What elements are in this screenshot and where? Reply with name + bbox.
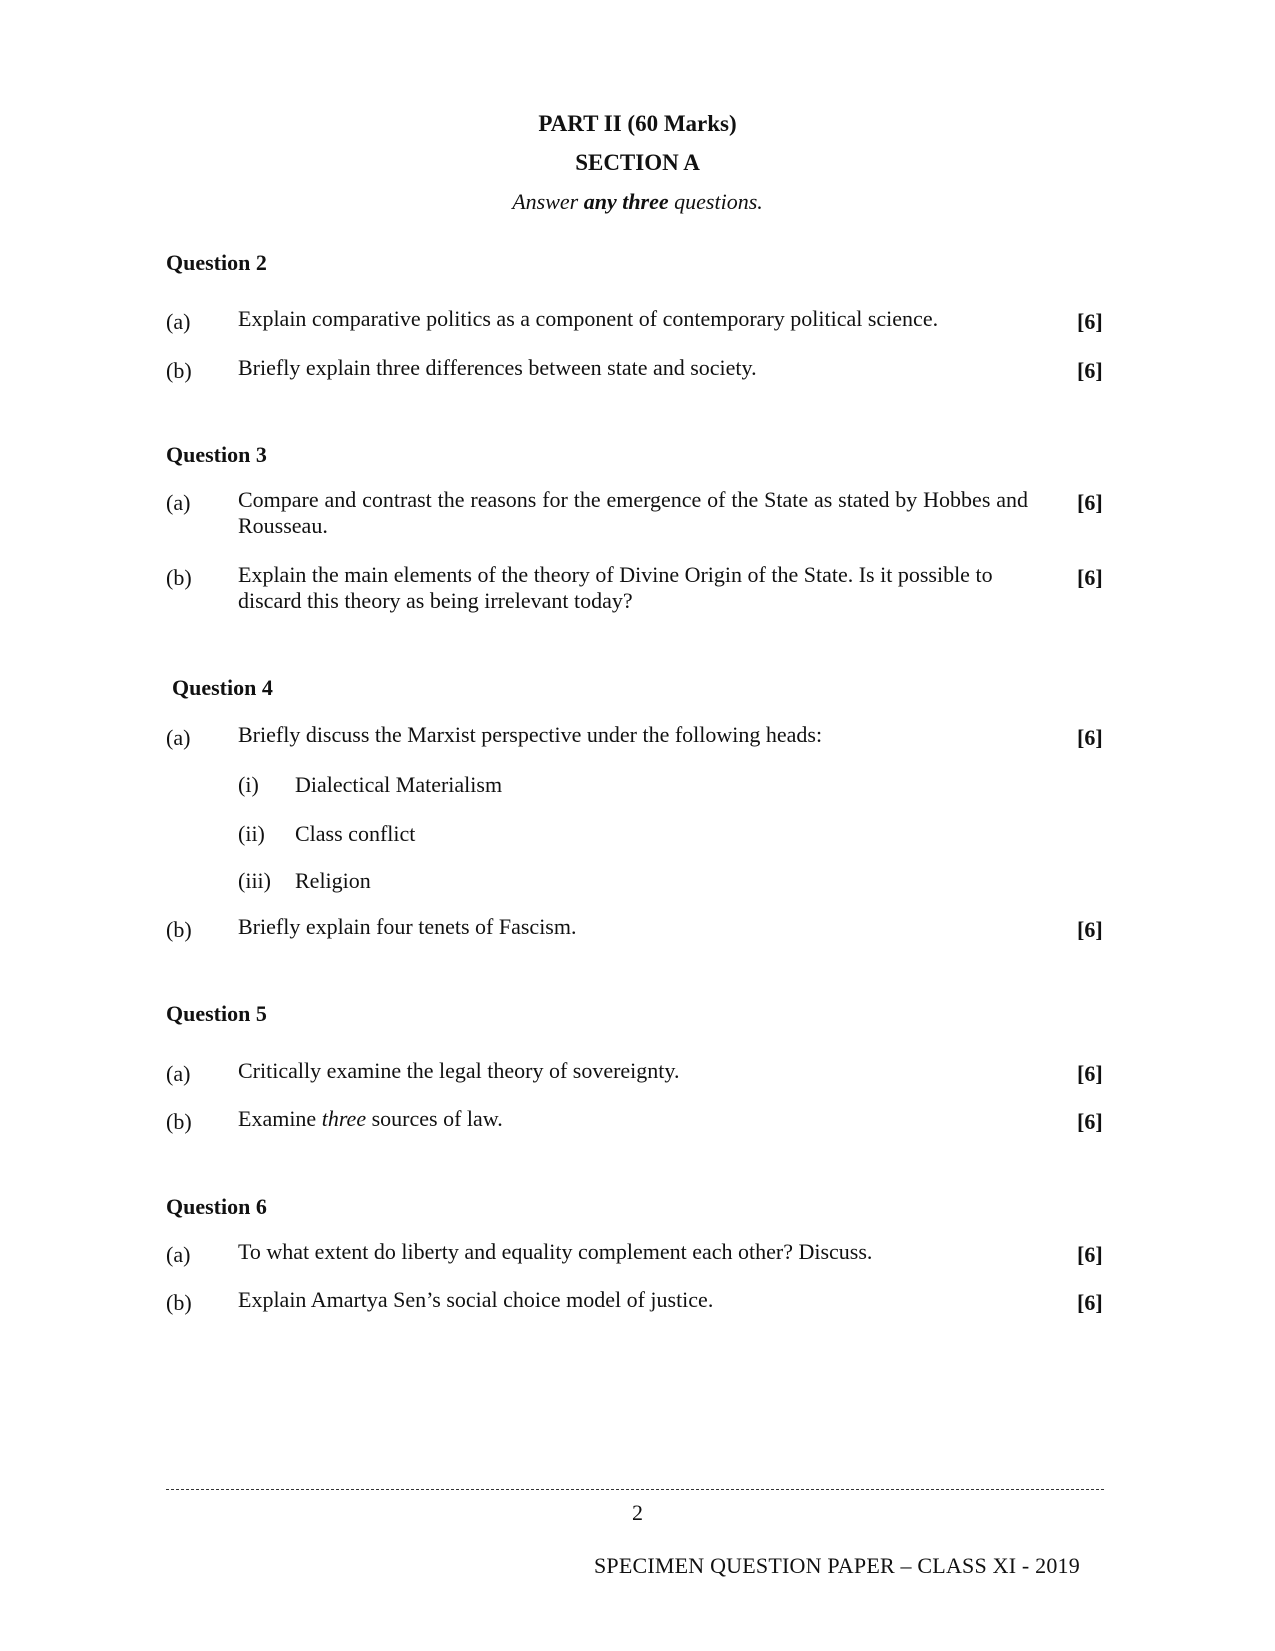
- subpart-iii-label: (iii): [238, 868, 271, 893]
- question-5a-marks: [6]: [1077, 1061, 1103, 1086]
- subpart-ii-text: Class conflict: [295, 821, 416, 846]
- subpart-i-text: Dialectical Materialism: [295, 772, 503, 797]
- question-4a-label: (a): [166, 725, 191, 750]
- instruction-suffix: questions.: [668, 189, 763, 214]
- question-4b-label: (b): [166, 917, 192, 942]
- question-4a-text: Briefly discuss the Marxist perspective under the following heads:: [238, 722, 823, 747]
- question-4a-marks: [6]: [1077, 725, 1103, 750]
- question-2a-text: Explain comparative politics as a component of contemporary political science.: [238, 306, 939, 331]
- question-3a-text: Compare and contrast the reasons for the emergence of the State as stated by Hobbes and Rousseau.: [238, 487, 1028, 538]
- question-6-heading: Question 6: [166, 1194, 267, 1219]
- question-5b-label: (b): [166, 1109, 192, 1134]
- question-3-heading: Question 3: [166, 442, 267, 467]
- instruction-prefix: Answer: [512, 189, 584, 214]
- question-3a-marks: [6]: [1077, 490, 1103, 515]
- question-6a-marks: [6]: [1077, 1242, 1103, 1267]
- question-3a-label: (a): [166, 490, 191, 515]
- question-3b-marks: [6]: [1077, 565, 1103, 590]
- subpart-ii-label: (ii): [238, 821, 265, 846]
- question-3b-label: (b): [166, 565, 192, 590]
- question-2-heading: Question 2: [166, 250, 267, 275]
- instruction-emphasis: any three: [583, 189, 669, 214]
- question-5-heading: Question 5: [166, 1001, 267, 1026]
- instructions: [0, 189, 1275, 215]
- question-5b-text-suffix: sources of law.: [366, 1106, 503, 1131]
- question-2b-text: Briefly explain three differences between state and society.: [238, 355, 757, 380]
- part-title: PART II (60 Marks): [538, 111, 737, 136]
- question-2b-label: (b): [166, 358, 192, 383]
- question-5a-label: (a): [166, 1061, 191, 1086]
- page-number: 2: [632, 1500, 643, 1525]
- question-5b-text-emphasis: three: [321, 1106, 367, 1131]
- question-5b-text: [238, 1106, 503, 1132]
- question-5b-text-prefix: Examine: [238, 1106, 322, 1131]
- question-5b-marks: [6]: [1077, 1109, 1103, 1134]
- question-2a-marks: [6]: [1077, 309, 1103, 334]
- footer-paper-title: SPECIMEN QUESTION PAPER – CLASS XI - 2019: [594, 1553, 1080, 1578]
- question-6b-marks: [6]: [1077, 1290, 1103, 1315]
- question-6b-text: Explain Amartya Sen’s social choice model of justice.: [238, 1287, 714, 1312]
- footer-divider: [166, 1489, 1104, 1490]
- question-4b-marks: [6]: [1077, 917, 1103, 942]
- question-3b-text: Explain the main elements of the theory of Divine Origin of the State. Is it possible to discard this theory as being irrelevant today?: [238, 562, 993, 613]
- question-6a-label: (a): [166, 1242, 191, 1267]
- section-title: SECTION A: [575, 150, 700, 175]
- question-6b-label: (b): [166, 1290, 192, 1315]
- question-2b-marks: [6]: [1077, 358, 1103, 383]
- question-4b-text: Briefly explain four tenets of Fascism.: [238, 914, 577, 939]
- question-6a-text: To what extent do liberty and equality complement each other? Discuss.: [238, 1239, 873, 1264]
- subpart-iii-text: Religion: [295, 868, 371, 893]
- question-4-heading: Question 4: [172, 675, 273, 700]
- subpart-i-label: (i): [238, 772, 259, 797]
- question-5a-text: Critically examine the legal theory of sovereignty.: [238, 1058, 680, 1083]
- question-2a-label: (a): [166, 309, 191, 334]
